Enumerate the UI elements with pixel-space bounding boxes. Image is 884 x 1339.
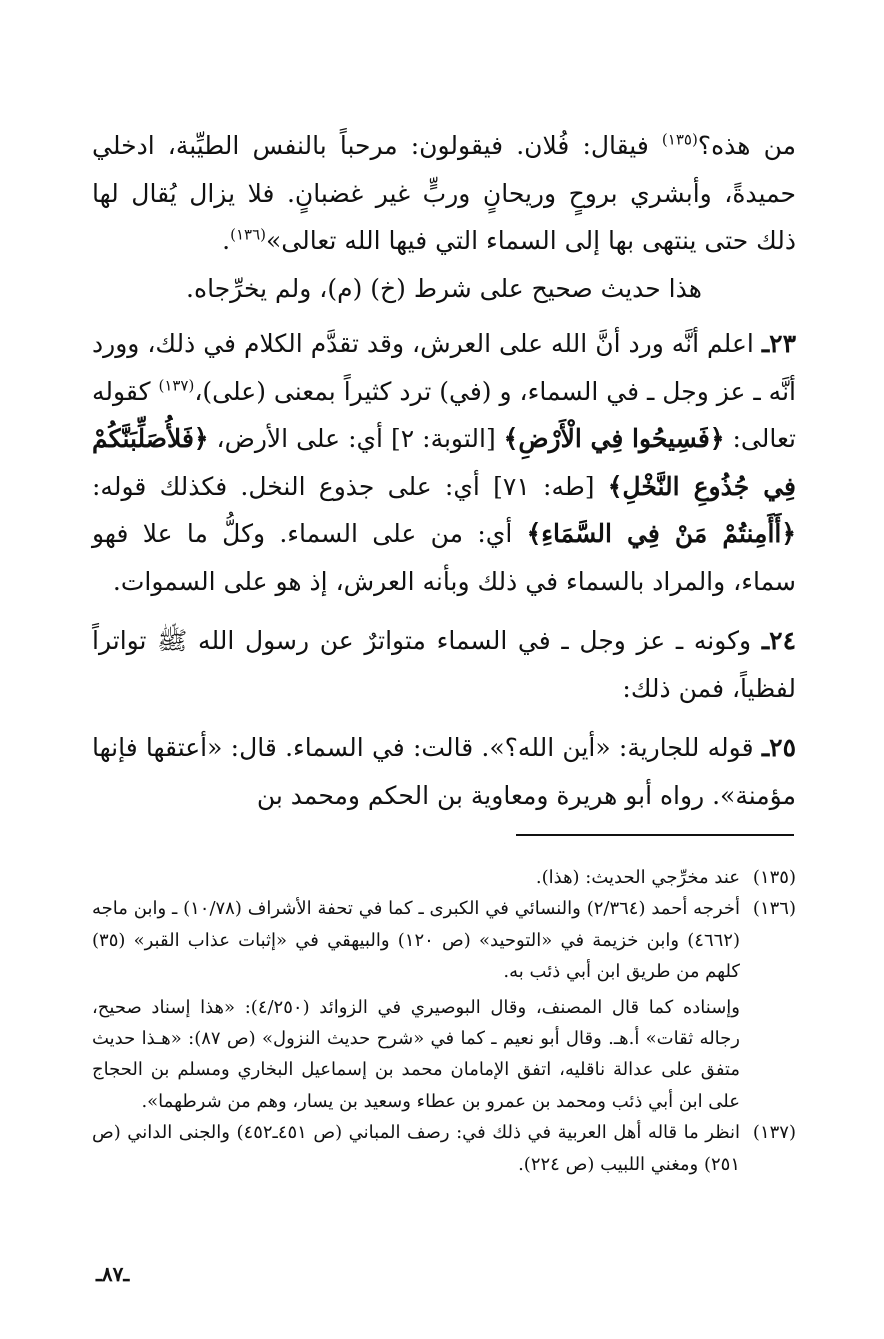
paragraph-25 (92, 724, 796, 819)
paragraph-number-25: ٢٥ـ (761, 733, 796, 762)
text-span: أي: من على السماء. وكلُّ ما علا فهو سماء، والمراد بالسماء في ذلك وبأنه العرش، إذ هو على السموات. (92, 519, 796, 596)
text-span: من هذه؟ (697, 131, 796, 160)
footnote-number: (١٣٦) (752, 898, 796, 920)
paragraph-number-24: ٢٤ـ (761, 626, 796, 655)
text-span: فيقال: فُلان. فيقولون: مرحباً بالنفس الطيِّبة، ادخلي حميدةً، وأبشري بروحٍ وريحانٍ وربٍّ غير غضبانٍ. فلا يزال يُقال لها ذلك حتى ينتهى بها إلى السماء التي فيها الله تعالى» (92, 131, 796, 255)
paragraph-24 (92, 617, 796, 712)
footnote-number: (١٣٧) (752, 1122, 796, 1144)
footnote-divider (516, 834, 794, 836)
main-text (92, 122, 796, 819)
paragraph-number-23: ٢٣ـ (761, 329, 796, 358)
footnote-body (92, 893, 740, 1117)
footnotes-section (92, 862, 796, 1180)
footnote-text: وإسناده كما قال المصنف، وقال البوصيري في الزوائد (٤/٢٥٠): «هذا إسناد صحيح، رجاله ثقات» أ.هـ. وقال أبو نعيم ـ كما في «شرح حديث النزول» (ص ٨٧): «هـذا حديث متفق على عدالة ناقليه، اتفق الإمامان محمد بن إسماعيل البخاري ومسلم بن الحجاج على ابن أبي ذئب ومحمد بن عمرو بن عطاء وسعيد بن يسار، وهم من شرطهما». (92, 996, 740, 1112)
text-span: [طه: ٧١] أي: على جذوع النخل. فكذلك قوله: (92, 471, 608, 501)
text-span: وكونه ـ عز وجل ـ في السماء متواترٌ عن رسول الله ﷺ تواتراً لفظياً، فمن ذلك: (92, 626, 796, 703)
paragraph-23 (92, 320, 796, 605)
footnote-136 (92, 893, 796, 1117)
footnote-ref-135[interactable]: (١٣٥) (661, 130, 698, 149)
footnote-text: عند مخرِّجي الحديث: (هذا). (535, 867, 740, 888)
paragraph-grading: هذا حديث صحيح على شرط (خ) (م)، ولم يخرِّجاه. (186, 273, 702, 303)
footnote-body (92, 862, 740, 893)
paragraph-hadith-end (92, 122, 796, 265)
footnote-135 (92, 862, 796, 893)
footnote-text: أخرجه أحمد (٢/٣٦٤) والنسائي في الكبرى ـ كما في تحفة الأشراف (١٠/٧٨) ـ وابن ماجه (٤٦٦٢) وابن خزيمة في «التوحيد» (ص ١٢٠) والبيهقي في «إثبات عذاب القبر» (٣٥) كلهم من طريق ابن أبي ذئب به. (92, 898, 740, 983)
footnote-body (92, 1117, 740, 1180)
text-span: قوله للجارية: «أين الله؟». قالت: في السماء. قال: «أعتقها فإنها مؤمنة». رواه أبو هريرة ومعاوية بن الحكم ومحمد بن (92, 733, 796, 810)
text-span: اعلم أنَّه ورد أنَّ الله على العرش، وقد تقدَّم الكلام في ذلك، وورد أنَّه ـ عز وجل ـ في السماء، و (في) ترد كثيراً بمعنى (على)، (92, 329, 796, 406)
footnote-number: (١٣٥) (752, 867, 796, 888)
page-number: ـ٨٧ـ (96, 1262, 130, 1286)
quran-verse-3: ﴿أَأَمِنتُمْ مَنْ فِي السَّمَاءِ﴾ (526, 519, 796, 548)
footnote-ref-137[interactable]: (١٣٧) (158, 376, 195, 395)
text-span: [التوبة: ٢] أي: على الأرض، (208, 424, 504, 453)
text-span: . (222, 226, 231, 255)
quran-verse-1: ﴿فَسِيحُوا فِي الْأَرْضِ﴾ (503, 424, 725, 453)
footnote-text: انظر ما قاله أهل العربية في ذلك في: رصف المباني (ص ٤٥١ـ٤٥٢) والجنى الداني (ص ٢٥١) ومغني اللبيب (ص ٢٢٤). (92, 1122, 740, 1175)
text-span: كقوله تعالى: (92, 376, 796, 453)
quran-verse-2: ﴿فَلأُصَلِّبَنَّكُمْ فِي جُذُوعِ النَّخْلِ﴾ (92, 424, 796, 501)
footnote-ref-136[interactable]: (١٣٦) (230, 225, 267, 244)
footnote-137 (92, 1117, 796, 1180)
